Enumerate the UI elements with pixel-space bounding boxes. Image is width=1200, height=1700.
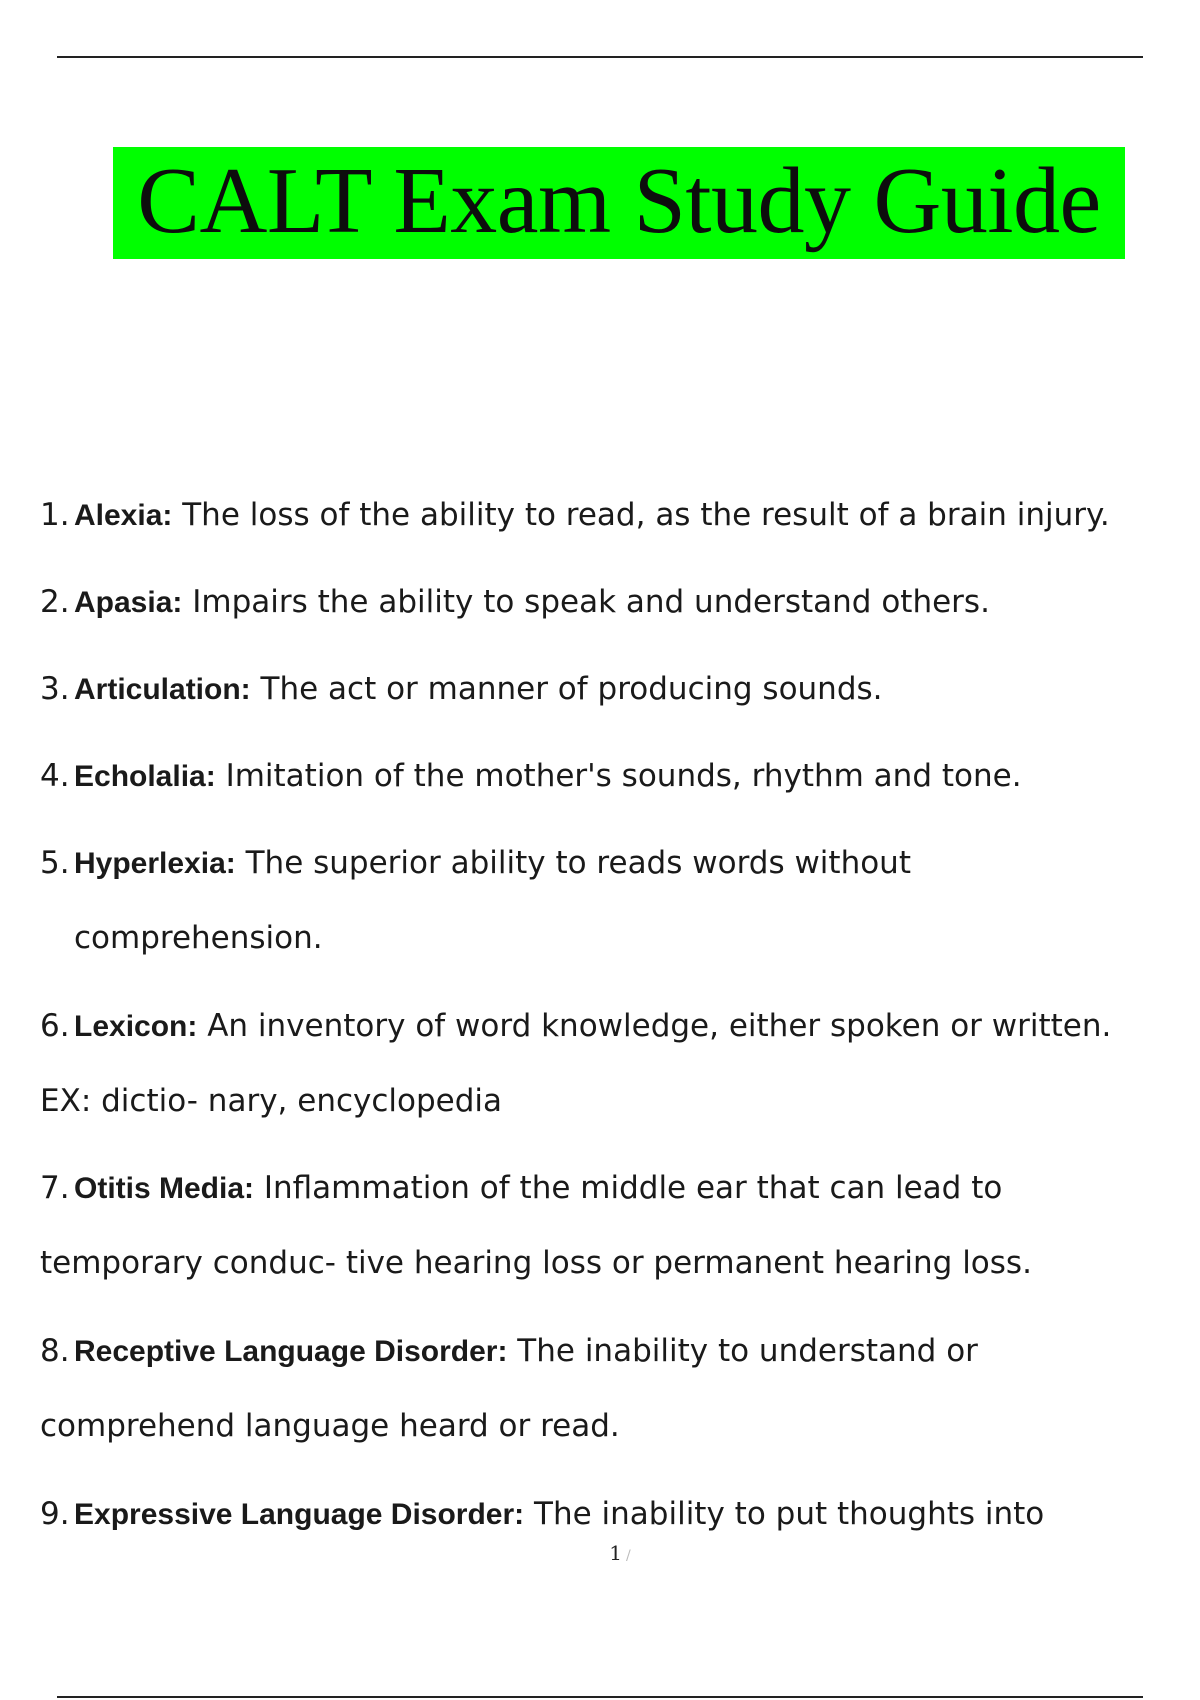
item-definition: The superior ability to reads words without bbox=[235, 845, 911, 881]
item-term: Expressive Language Disorder: bbox=[74, 1498, 525, 1531]
item-definition-continued: temporary conduc- tive hearing loss or permanent hearing loss. bbox=[40, 1245, 1032, 1281]
item-definition-continued: comprehension. bbox=[74, 920, 323, 956]
item-definition: The loss of the ability to read, as the result of a brain injury. bbox=[172, 497, 1110, 533]
item-definition: The inability to understand or bbox=[507, 1333, 978, 1369]
item-number: 9. bbox=[40, 1496, 70, 1532]
item-definition-continued: EX: dictio- nary, encyclopedia bbox=[40, 1083, 503, 1119]
item-number: 2. bbox=[40, 584, 70, 620]
item-number: 4. bbox=[40, 758, 70, 794]
page-title: CALT Exam Study Guide bbox=[137, 149, 1101, 253]
page-number bbox=[0, 1541, 1200, 1565]
list-item bbox=[40, 826, 1170, 976]
item-definition: An inventory of word knowledge, either spoken or written. bbox=[197, 1008, 1112, 1044]
item-term: Hyperlexia: bbox=[74, 847, 236, 880]
item-term: Lexicon: bbox=[74, 1010, 198, 1043]
item-term: Receptive Language Disorder: bbox=[74, 1335, 508, 1368]
list-item bbox=[40, 989, 1170, 1139]
item-term: Otitis Media: bbox=[74, 1172, 255, 1205]
top-rule bbox=[57, 56, 1143, 58]
item-definition: Inflammation of the middle ear that can lead to bbox=[254, 1170, 1003, 1206]
item-definition: Imitation of the mother's sounds, rhythm and tone. bbox=[215, 758, 1022, 794]
item-term: Echolalia: bbox=[74, 760, 216, 793]
list-item bbox=[40, 565, 1170, 640]
page-number-suffix: / bbox=[626, 1548, 631, 1564]
list-item bbox=[40, 1314, 1170, 1464]
item-term: Apasia: bbox=[74, 586, 183, 619]
page-number-value: 1 bbox=[609, 1541, 622, 1565]
list-item bbox=[40, 652, 1170, 727]
bottom-rule bbox=[57, 1696, 1143, 1698]
item-number: 7. bbox=[40, 1170, 70, 1206]
list-item bbox=[40, 478, 1170, 553]
item-term: Articulation: bbox=[74, 673, 251, 706]
item-number: 3. bbox=[40, 671, 70, 707]
list-item bbox=[40, 739, 1170, 814]
item-number: 6. bbox=[40, 1008, 70, 1044]
title-highlight bbox=[113, 147, 1125, 259]
item-number: 8. bbox=[40, 1333, 70, 1369]
list-item bbox=[40, 1151, 1170, 1301]
item-term: Alexia: bbox=[74, 499, 173, 532]
item-definition: Impairs the ability to speak and understand others. bbox=[182, 584, 990, 620]
item-definition: The inability to put thoughts into bbox=[524, 1496, 1045, 1532]
item-definition: The act or manner of producing sounds. bbox=[250, 671, 883, 707]
item-number: 5. bbox=[40, 845, 70, 881]
item-definition-continued: comprehend language heard or read. bbox=[40, 1408, 620, 1444]
item-number: 1. bbox=[40, 497, 70, 533]
